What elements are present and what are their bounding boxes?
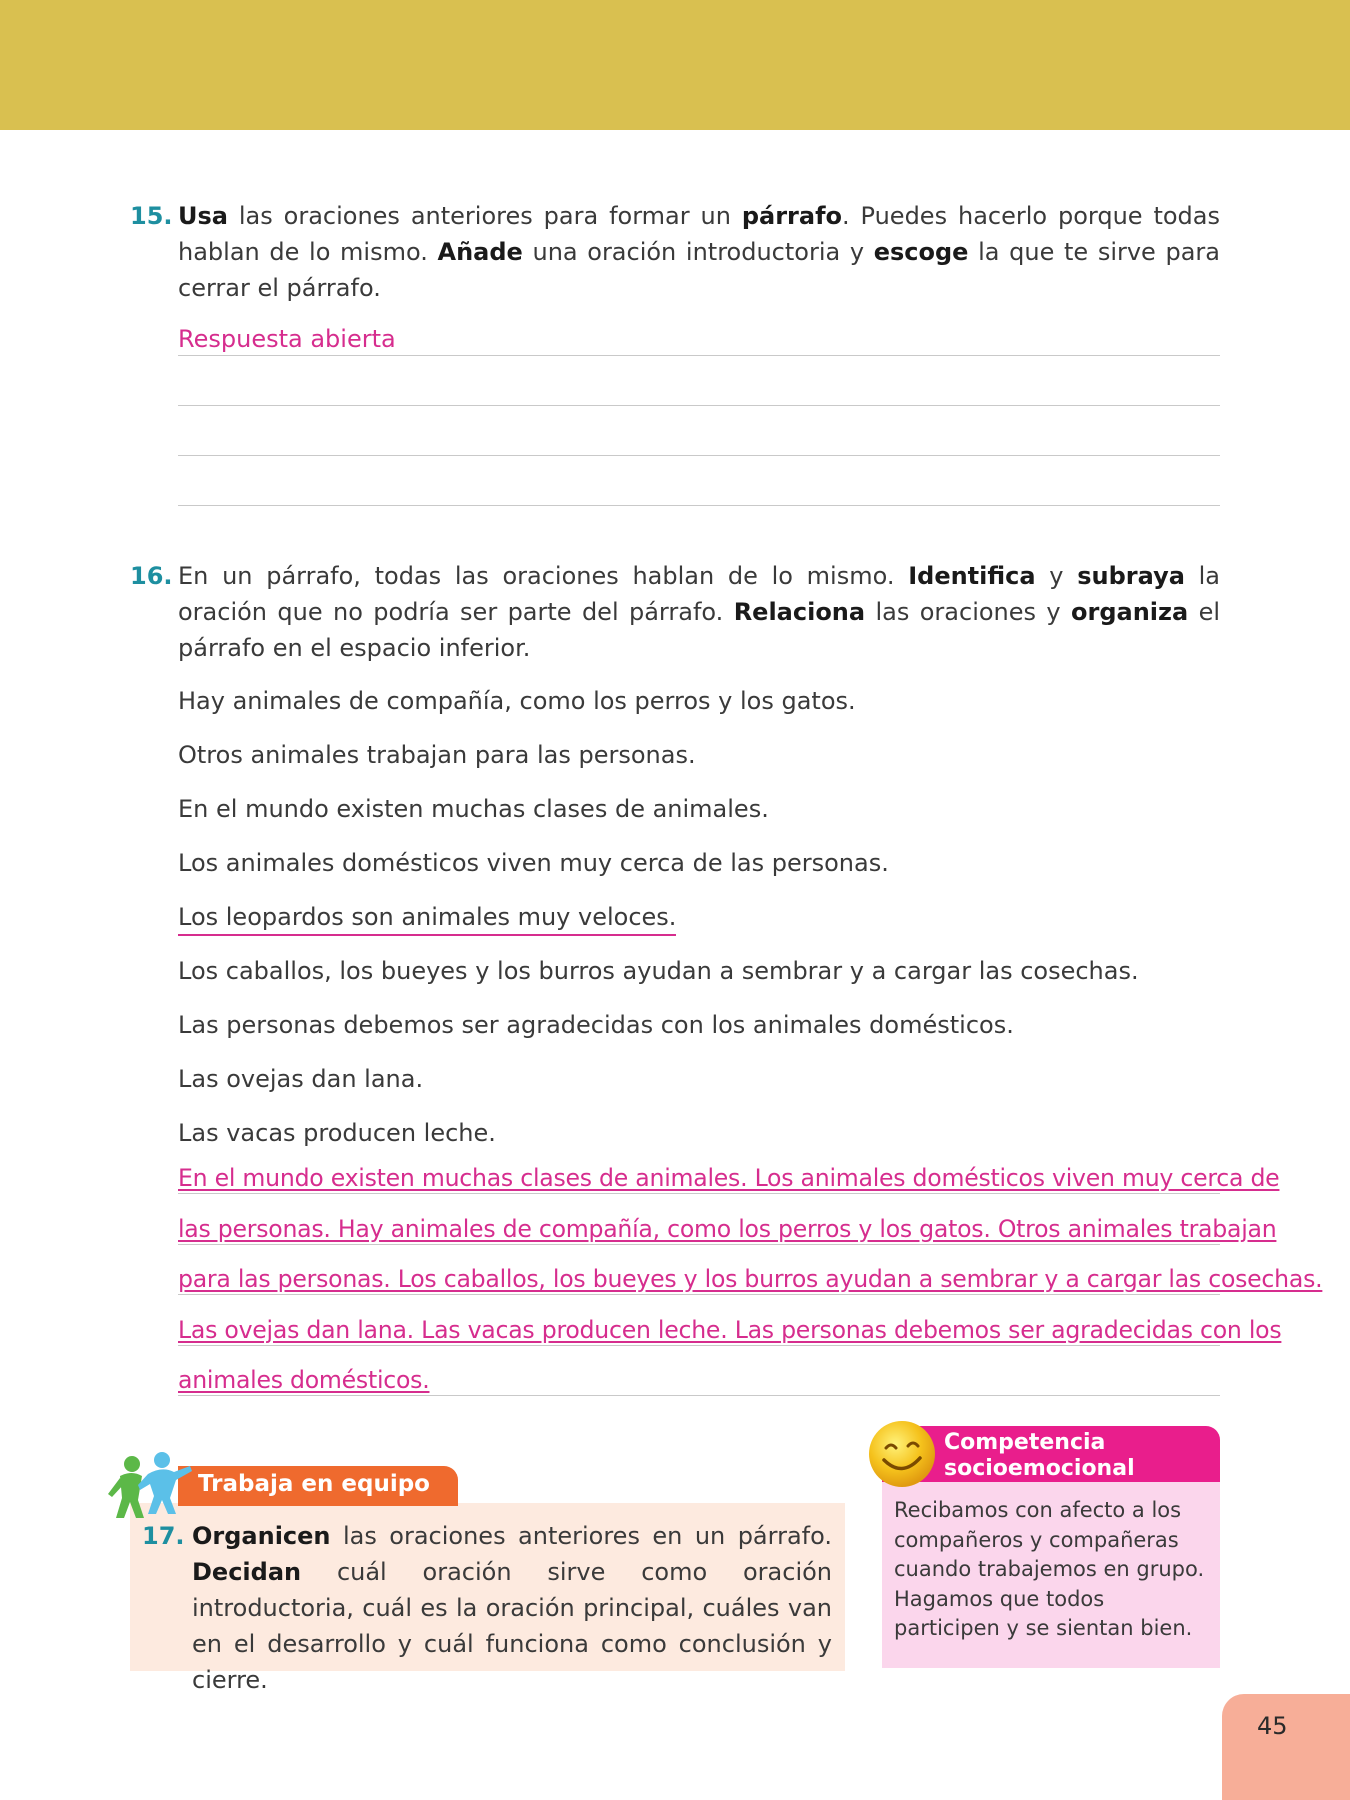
header-band	[0, 0, 1350, 130]
exercise-number: 16.	[130, 562, 173, 590]
sentence-text: Hay animales de compañía, como los perros y los gatos.	[178, 687, 856, 715]
keyword: organiza	[1071, 598, 1189, 626]
exercise-number: 17.	[142, 1522, 185, 1550]
instruction-text: las oraciones anteriores en un párrafo.	[330, 1522, 832, 1550]
instruction-text: las oraciones y	[865, 598, 1071, 626]
keyword: Usa	[178, 202, 228, 230]
answer-text: animales domésticos.	[178, 1366, 430, 1394]
exercise-instructions	[192, 1518, 832, 1698]
instruction-text: una oración introductoria y	[522, 238, 874, 266]
sentence	[178, 740, 1220, 794]
underlined-sentence-text: Los leopardos son animales muy veloces.	[178, 903, 676, 936]
answer-text: En el mundo existen muchas clases de animales. Los animales domésticos viven muy cerca de	[178, 1164, 1280, 1192]
answer-line[interactable]	[178, 306, 1220, 356]
instruction-text: las oraciones anteriores para formar un	[227, 202, 742, 230]
exercise-instructions	[178, 198, 1220, 306]
exercise-number: 15.	[130, 202, 173, 230]
instruction-text: la que te sirve para cerrar el párrafo.	[178, 238, 1220, 302]
keyword: Organicen	[192, 1522, 331, 1550]
exercise-15	[130, 198, 1220, 506]
instruction-text: En un párrafo, todas las oraciones hablan de lo mismo.	[178, 562, 909, 590]
team-work-tab	[178, 1466, 458, 1506]
keyword: Añade	[437, 238, 523, 266]
exercise-16	[130, 558, 1323, 1396]
answer-line[interactable]	[178, 1148, 1280, 1194]
keyword: Identifica	[908, 562, 1036, 590]
instruction-text: la oración que no podría ser parte del párrafo.	[178, 562, 1220, 626]
sentence-text: Los animales domésticos viven muy cerca de las personas.	[178, 849, 889, 877]
page-number: 45	[1257, 1712, 1288, 1740]
competencia-title: socioemocional	[944, 1456, 1135, 1481]
answer-line[interactable]	[178, 1295, 1282, 1346]
sentence	[178, 1010, 1220, 1064]
sentence-text: Las ovejas dan lana.	[178, 1065, 424, 1093]
answer-text: Las ovejas dan lana. Las vacas producen leche. Las personas debemos ser agradecidas con los	[178, 1315, 1282, 1344]
keyword: subraya	[1077, 562, 1185, 590]
sentence-text: Las personas debemos ser agradecidas con los animales domésticos.	[178, 1011, 1014, 1039]
sentence-text: Las vacas producen leche.	[178, 1119, 496, 1147]
sentence	[178, 1118, 1220, 1148]
competencia-title: Competencia	[944, 1430, 1106, 1455]
answer-line[interactable]	[178, 406, 1220, 456]
exercise-17	[142, 1518, 832, 1698]
answer-text: para las personas. Los caballos, los bueyes y los burros ayudan a sembrar y a cargar las cosechas.	[178, 1265, 1323, 1293]
answer-text: las personas. Hay animales de compañía, como los perros y los gatos. Otros animales trabajan	[178, 1214, 1277, 1243]
team-work-label: Trabaja en equipo	[198, 1471, 430, 1497]
answer-line[interactable]	[178, 1245, 1323, 1296]
sentence-text: Otros animales trabajan para las personas.	[178, 741, 696, 769]
instruction-text: el párrafo en el espacio inferior.	[178, 598, 1221, 662]
sentence	[178, 1064, 1220, 1118]
sentence	[178, 956, 1220, 1010]
answer-line[interactable]	[178, 456, 1220, 506]
keyword: párrafo	[741, 202, 843, 230]
instruction-text: cuál oración sirve como oración introductoria, cuál es la oración principal, cuáles van en el desarrollo y cuál funciona como conclusión y cierre.	[192, 1558, 832, 1694]
keyword: Decidan	[192, 1558, 302, 1586]
sentence-text: Los caballos, los bueyes y los burros ayudan a sembrar y a cargar las cosechas.	[178, 957, 1139, 985]
keyword: escoge	[873, 238, 969, 266]
sentence-underlined	[178, 902, 1220, 956]
keyword: Relaciona	[733, 598, 866, 626]
answer-line[interactable]	[178, 1346, 1220, 1397]
sentence-text: En el mundo existen muchas clases de animales.	[178, 795, 769, 823]
answer-line[interactable]	[178, 356, 1220, 406]
instruction-text: y	[1035, 562, 1078, 590]
sentence	[178, 686, 1220, 740]
team-people-icon	[106, 1452, 194, 1520]
smiley-face-icon	[866, 1418, 938, 1490]
answer-line[interactable]	[178, 1194, 1277, 1245]
sentence	[178, 794, 1220, 848]
sentence-list	[178, 686, 1220, 1148]
sentence	[178, 848, 1220, 902]
page-number-tab	[1222, 1694, 1350, 1800]
instruction-text: . Puedes hacerlo porque todas hablan de lo mismo.	[178, 202, 1220, 266]
answer-text: Respuesta abierta	[178, 325, 396, 353]
exercise-instructions	[178, 558, 1220, 666]
competencia-text: Recibamos con afecto a los compañeros y compañeras cuando trabajemos en grupo. Hagamos que todos participen y se sientan bien.	[894, 1498, 1205, 1640]
